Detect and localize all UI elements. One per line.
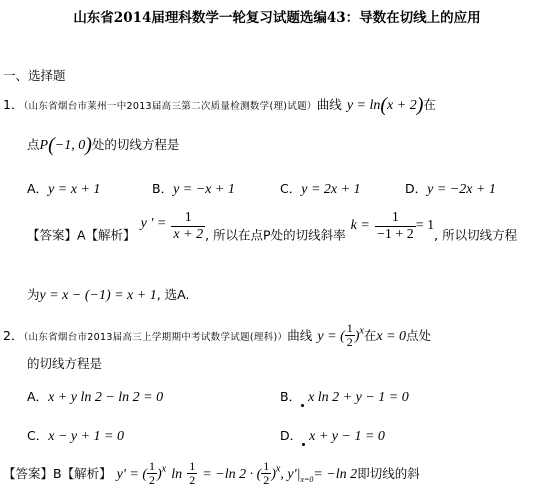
section-heading: 一、选择题 (3, 68, 66, 83)
q2-source: （山东省烟台市2013届高三上学期期中考试数学试题(理科)） (23, 332, 288, 343)
q1-tangent-line: y = x − (−1) = x + 1 (39, 288, 157, 303)
q1-derivative-fraction: $\frac{1}{x + 2}$ (173, 210, 204, 242)
q1-option-d: D．y = −2x + 1 (405, 181, 496, 197)
q1-curve: y = ln(x + 2) (346, 94, 424, 116)
q1-option-b: B．y = −x + 1 (152, 181, 235, 197)
q2-number: 2． (3, 328, 24, 343)
q1-slope-fraction: $\frac{1}{-1 + 2}$ (376, 210, 414, 242)
q1-option-a: A．y = x + 1 (27, 181, 101, 197)
q2-answer-line: 【答案】B【解析】 y' = ( $\frac{1}{2}$ )$^x$ ln $\frac{1}{2}$ = −ln 2 · ( $\frac{1}{2}$ )$^x$, $y'|_{x=0}= -\ln$ 2即切线的斜 (3, 459, 420, 487)
q1-stem-line-1: 1．（山东省烟台市莱州一中2013届高三第二次质量检测数学(理)试题）曲线 y = ln(x + 2)在 (3, 94, 436, 116)
q2-option-a: A．x + y ln 2 − ln 2 = 0 (27, 389, 164, 405)
q1-option-c: C．y = 2x + 1 (280, 181, 361, 197)
q2-option-d: D． x + y − 1 = 0 (280, 428, 385, 444)
q2-option-c: C．x − y + 1 = 0 (27, 428, 125, 444)
document-title: 山东省2014届理科数学一轮复习试题选编43：导数在切线上的应用 (73, 10, 481, 26)
q1-number: 1． (3, 97, 24, 112)
q2-half-fraction: $\frac{1}{2}$ (346, 321, 353, 349)
q1-answer-line: 【答案】A【解析】 y ' = $\frac{1}{x + 2}$ , 所以在点P处的切线斜率 k = $\frac{1}{-1 + 2}$ = 1, 所以切线方程 (27, 210, 518, 243)
q2-answer-tag: 【答案】B【解析】 (3, 466, 112, 481)
q2-option-b: B． x ln 2 + y − 1 = 0 (280, 389, 409, 405)
q1-point: P(−1, 0) (39, 134, 92, 156)
q1-answer-line-2: 为y = x − (−1) = x + 1, 选A. (27, 287, 190, 303)
q1-answer-tag: 【答案】A【解析】 (27, 227, 136, 243)
q2-stem-line-1: 2．（山东省烟台市2013届高三上学期期中考试数学试题(理科)）曲线 y = ( $\frac{1}{2}$ )$^x$在x = 0点处 (3, 321, 432, 349)
q1-stem-line-2: 点P(−1, 0)处的切线方程是 (27, 134, 180, 156)
q2-stem-line-2: 的切线方程是 (27, 356, 103, 371)
q1-source: （山东省烟台市莱州一中2013届高三第二次质量检测数学(理)试题） (23, 101, 317, 112)
